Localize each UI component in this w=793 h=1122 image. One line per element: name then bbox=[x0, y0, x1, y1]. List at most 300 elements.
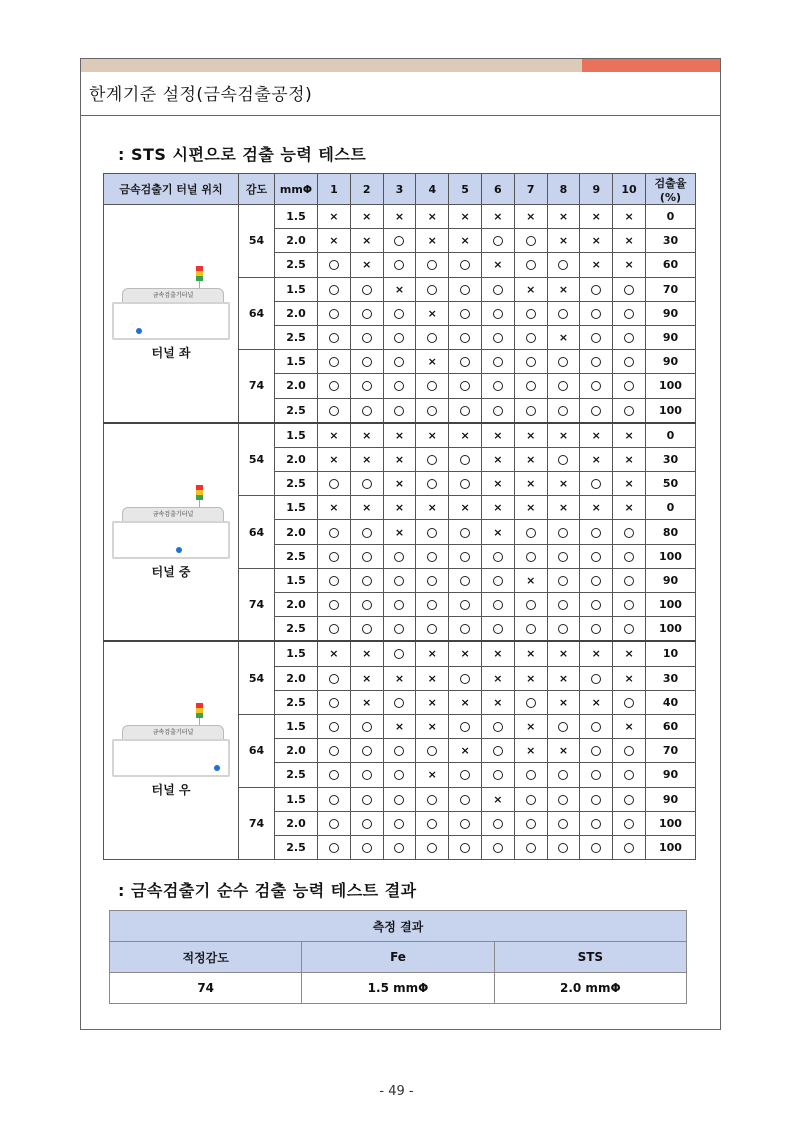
detected-circle-icon bbox=[427, 285, 437, 295]
size-cell: 1.5 bbox=[275, 350, 318, 374]
not-detected-x-icon: × bbox=[427, 695, 437, 709]
not-detected-x-icon: × bbox=[493, 501, 503, 515]
metal-detector-illustration bbox=[110, 703, 232, 777]
trial-result-cell bbox=[547, 520, 580, 544]
detected-circle-icon bbox=[427, 381, 437, 391]
trial-result-cell bbox=[580, 690, 613, 714]
not-detected-x-icon: × bbox=[460, 501, 470, 515]
not-detected-x-icon: × bbox=[493, 452, 503, 466]
size-cell: 2.0 bbox=[275, 229, 318, 253]
detected-circle-icon bbox=[460, 479, 470, 489]
trial-result-cell bbox=[318, 398, 351, 423]
trial-result-cell bbox=[318, 714, 351, 738]
trial-result-cell bbox=[580, 787, 613, 811]
detected-circle-icon bbox=[362, 381, 372, 391]
trial-result-cell bbox=[580, 253, 613, 277]
not-detected-x-icon: × bbox=[394, 210, 405, 224]
trial-result-cell bbox=[514, 641, 547, 666]
detected-circle-icon bbox=[329, 333, 339, 343]
detected-circle-icon bbox=[558, 576, 568, 586]
trial-result-cell bbox=[481, 253, 514, 277]
size-cell: 2.0 bbox=[275, 593, 318, 617]
size-cell: 1.5 bbox=[275, 787, 318, 811]
trial-result-cell bbox=[318, 593, 351, 617]
not-detected-x-icon: × bbox=[493, 525, 503, 539]
sensitivity-cell: 54 bbox=[239, 423, 275, 496]
detected-circle-icon bbox=[329, 795, 339, 805]
not-detected-x-icon: × bbox=[526, 210, 536, 224]
detected-circle-icon bbox=[329, 528, 339, 538]
detected-circle-icon bbox=[460, 552, 470, 562]
size-cell: 1.5 bbox=[275, 568, 318, 592]
detected-circle-icon bbox=[526, 819, 536, 829]
trial-result-cell bbox=[350, 544, 383, 568]
size-cell: 2.0 bbox=[275, 666, 318, 690]
trial-result-cell bbox=[481, 374, 514, 398]
test-piece-dot-icon bbox=[136, 328, 142, 334]
trial-result-cell bbox=[449, 763, 482, 787]
detected-circle-icon bbox=[460, 770, 470, 780]
detected-circle-icon bbox=[558, 722, 568, 732]
not-detected-x-icon: × bbox=[329, 234, 339, 248]
not-detected-x-icon: × bbox=[526, 452, 536, 466]
trial-result-cell bbox=[318, 835, 351, 859]
not-detected-x-icon: × bbox=[493, 210, 503, 224]
trial-result-cell bbox=[350, 374, 383, 398]
trial-result-cell bbox=[383, 350, 416, 374]
trial-result-cell bbox=[613, 544, 646, 568]
trial-result-cell bbox=[613, 229, 646, 253]
size-cell: 2.5 bbox=[275, 544, 318, 568]
trial-result-cell bbox=[481, 739, 514, 763]
trial-result-cell bbox=[547, 277, 580, 301]
trial-result-cell bbox=[481, 301, 514, 325]
trial-result-cell bbox=[350, 811, 383, 835]
detected-circle-icon bbox=[558, 357, 568, 367]
size-cell: 2.0 bbox=[275, 374, 318, 398]
trial-result-cell bbox=[613, 350, 646, 374]
detected-circle-icon bbox=[362, 357, 372, 367]
detected-circle-icon bbox=[394, 795, 404, 805]
detection-rate-cell: 90 bbox=[645, 325, 695, 349]
detection-rate-cell: 100 bbox=[645, 811, 695, 835]
detected-circle-icon bbox=[427, 624, 437, 634]
detected-circle-icon bbox=[624, 309, 634, 319]
trial-result-cell bbox=[416, 568, 449, 592]
detection-rate-cell: 40 bbox=[645, 690, 695, 714]
trial-result-cell bbox=[449, 568, 482, 592]
detected-circle-icon bbox=[329, 381, 339, 391]
not-detected-x-icon: × bbox=[329, 501, 339, 515]
trial-result-cell bbox=[547, 423, 580, 448]
detected-circle-icon bbox=[493, 333, 503, 343]
not-detected-x-icon: × bbox=[329, 428, 339, 442]
detected-circle-icon bbox=[558, 260, 568, 270]
trial-result-cell bbox=[449, 787, 482, 811]
trial-result-cell bbox=[318, 568, 351, 592]
not-detected-x-icon: × bbox=[558, 234, 569, 248]
trial-result-cell bbox=[613, 496, 646, 520]
trial-result-cell bbox=[416, 277, 449, 301]
detected-circle-icon bbox=[624, 746, 634, 756]
detected-circle-icon bbox=[493, 381, 503, 391]
trial-result-cell bbox=[383, 447, 416, 471]
detected-circle-icon bbox=[591, 406, 601, 416]
trial-result-cell bbox=[449, 835, 482, 859]
not-detected-x-icon: × bbox=[558, 647, 569, 661]
trial-result-cell bbox=[416, 787, 449, 811]
detected-circle-icon bbox=[460, 309, 470, 319]
page-number: - 49 - bbox=[379, 1084, 414, 1099]
trial-result-cell bbox=[613, 374, 646, 398]
trial-result-cell bbox=[547, 641, 580, 666]
trial-result-cell bbox=[318, 617, 351, 642]
trial-result-cell bbox=[318, 350, 351, 374]
detection-rate-cell: 100 bbox=[645, 617, 695, 642]
trial-result-cell bbox=[481, 398, 514, 423]
trial-result-cell bbox=[350, 835, 383, 859]
not-detected-x-icon: × bbox=[427, 501, 437, 515]
trial-result-cell bbox=[383, 544, 416, 568]
detection-rate-cell: 90 bbox=[645, 787, 695, 811]
size-cell: 2.0 bbox=[275, 301, 318, 325]
detected-circle-icon bbox=[526, 698, 536, 708]
trial-result-cell bbox=[449, 520, 482, 544]
detected-circle-icon bbox=[493, 843, 503, 853]
trial-result-cell bbox=[383, 398, 416, 423]
detected-circle-icon bbox=[460, 722, 470, 732]
detected-circle-icon bbox=[624, 381, 634, 391]
trial-result-cell bbox=[449, 253, 482, 277]
detected-circle-icon bbox=[427, 576, 437, 586]
signal-lamp-icon bbox=[196, 703, 203, 718]
trial-result-cell bbox=[383, 593, 416, 617]
result-table-title-row bbox=[110, 911, 687, 942]
trial-result-cell bbox=[383, 568, 416, 592]
detected-circle-icon bbox=[427, 406, 437, 416]
not-detected-x-icon: × bbox=[394, 501, 405, 515]
detected-circle-icon bbox=[394, 600, 404, 610]
col-header-trial-9: 9 bbox=[580, 174, 613, 205]
trial-result-cell bbox=[318, 520, 351, 544]
trial-result-cell bbox=[449, 447, 482, 471]
not-detected-x-icon: × bbox=[394, 671, 405, 685]
not-detected-x-icon: × bbox=[591, 428, 601, 442]
trial-result-cell bbox=[547, 666, 580, 690]
detected-circle-icon bbox=[460, 843, 470, 853]
trial-result-cell bbox=[383, 666, 416, 690]
trial-result-cell bbox=[383, 472, 416, 496]
trial-result-cell bbox=[350, 666, 383, 690]
trial-result-cell bbox=[613, 714, 646, 738]
trial-result-cell bbox=[350, 423, 383, 448]
trial-result-cell bbox=[416, 739, 449, 763]
trial-result-cell bbox=[547, 690, 580, 714]
trial-result-cell bbox=[350, 763, 383, 787]
sensitivity-cell: 74 bbox=[239, 787, 275, 860]
trial-result-cell bbox=[613, 811, 646, 835]
trial-result-cell bbox=[580, 714, 613, 738]
trial-result-cell bbox=[481, 787, 514, 811]
trial-result-cell bbox=[481, 325, 514, 349]
trial-result-cell bbox=[481, 350, 514, 374]
trial-result-cell bbox=[350, 350, 383, 374]
not-detected-x-icon: × bbox=[624, 501, 634, 515]
trial-result-cell bbox=[416, 763, 449, 787]
not-detected-x-icon: × bbox=[526, 282, 536, 296]
trial-result-cell bbox=[449, 496, 482, 520]
trial-result-cell bbox=[514, 787, 547, 811]
trial-result-cell bbox=[547, 617, 580, 642]
trial-result-cell bbox=[416, 496, 449, 520]
detected-circle-icon bbox=[394, 357, 404, 367]
trial-result-cell bbox=[481, 714, 514, 738]
not-detected-x-icon: × bbox=[427, 671, 437, 685]
detected-circle-icon bbox=[394, 406, 404, 416]
detected-circle-icon bbox=[427, 333, 437, 343]
not-detected-x-icon: × bbox=[558, 210, 569, 224]
trial-result-cell bbox=[383, 301, 416, 325]
not-detected-x-icon: × bbox=[394, 525, 405, 539]
detected-circle-icon bbox=[362, 795, 372, 805]
detector-tunnel-box bbox=[112, 521, 230, 559]
not-detected-x-icon: × bbox=[460, 428, 470, 442]
detected-circle-icon bbox=[624, 406, 634, 416]
detected-circle-icon bbox=[427, 600, 437, 610]
not-detected-x-icon: × bbox=[624, 234, 634, 248]
detection-rate-cell: 50 bbox=[645, 472, 695, 496]
trial-result-cell bbox=[416, 811, 449, 835]
trial-result-cell bbox=[514, 544, 547, 568]
not-detected-x-icon: × bbox=[493, 695, 503, 709]
trial-result-cell bbox=[514, 472, 547, 496]
detection-rate-cell: 70 bbox=[645, 739, 695, 763]
trial-result-cell bbox=[416, 423, 449, 448]
sensitivity-cell: 54 bbox=[239, 205, 275, 278]
trial-result-cell bbox=[481, 641, 514, 666]
trial-result-cell bbox=[547, 398, 580, 423]
trial-result-cell bbox=[318, 253, 351, 277]
tunnel-cell bbox=[104, 641, 239, 859]
trial-result-cell bbox=[514, 690, 547, 714]
detected-circle-icon bbox=[591, 624, 601, 634]
trial-result-cell bbox=[416, 447, 449, 471]
not-detected-x-icon: × bbox=[362, 695, 372, 709]
detected-circle-icon bbox=[427, 552, 437, 562]
detection-rate-cell: 0 bbox=[645, 496, 695, 520]
trial-result-cell bbox=[547, 811, 580, 835]
trial-result-cell bbox=[416, 229, 449, 253]
not-detected-x-icon: × bbox=[427, 306, 437, 320]
detected-circle-icon bbox=[493, 576, 503, 586]
size-cell: 2.5 bbox=[275, 472, 318, 496]
detected-circle-icon bbox=[591, 552, 601, 562]
detected-circle-icon bbox=[493, 552, 503, 562]
trial-result-cell bbox=[416, 593, 449, 617]
signal-lamp-icon bbox=[196, 266, 203, 281]
detected-circle-icon bbox=[329, 309, 339, 319]
trial-result-cell bbox=[613, 666, 646, 690]
lamp-pole bbox=[199, 281, 200, 288]
detected-circle-icon bbox=[362, 576, 372, 586]
sensitivity-cell: 74 bbox=[239, 350, 275, 423]
detection-rate-cell: 60 bbox=[645, 714, 695, 738]
result-header: 측정 결과 bbox=[110, 911, 687, 942]
detected-circle-icon bbox=[624, 285, 634, 295]
result-table-column-row bbox=[110, 942, 687, 973]
detected-circle-icon bbox=[591, 528, 601, 538]
detected-circle-icon bbox=[362, 406, 372, 416]
not-detected-x-icon: × bbox=[362, 234, 372, 248]
size-cell: 1.5 bbox=[275, 423, 318, 448]
detected-circle-icon bbox=[362, 770, 372, 780]
trial-result-cell bbox=[416, 617, 449, 642]
trial-result-cell bbox=[416, 714, 449, 738]
detection-rate-cell: 60 bbox=[645, 253, 695, 277]
detected-circle-icon bbox=[624, 770, 634, 780]
not-detected-x-icon: × bbox=[624, 210, 634, 224]
size-cell: 2.5 bbox=[275, 835, 318, 859]
trial-result-cell bbox=[514, 398, 547, 423]
detected-circle-icon bbox=[526, 333, 536, 343]
not-detected-x-icon: × bbox=[558, 282, 569, 296]
trial-result-cell bbox=[383, 374, 416, 398]
trial-result-cell bbox=[318, 374, 351, 398]
trial-result-cell bbox=[383, 253, 416, 277]
title-row bbox=[81, 72, 720, 116]
not-detected-x-icon: × bbox=[591, 452, 601, 466]
detected-circle-icon bbox=[460, 624, 470, 634]
col-header-trial-2: 2 bbox=[350, 174, 383, 205]
detected-circle-icon bbox=[329, 698, 339, 708]
trial-result-cell bbox=[350, 690, 383, 714]
trial-result-cell bbox=[383, 496, 416, 520]
detected-circle-icon bbox=[526, 624, 536, 634]
detected-circle-icon bbox=[427, 746, 437, 756]
detected-circle-icon bbox=[427, 528, 437, 538]
trial-result-cell bbox=[416, 325, 449, 349]
trial-result-cell bbox=[318, 690, 351, 714]
size-cell: 1.5 bbox=[275, 277, 318, 301]
trial-result-cell bbox=[547, 568, 580, 592]
detector-head-label: 금속검출기터널 bbox=[122, 507, 224, 523]
not-detected-x-icon: × bbox=[591, 695, 601, 709]
not-detected-x-icon: × bbox=[624, 428, 634, 442]
trial-result-cell bbox=[416, 641, 449, 666]
size-cell: 2.0 bbox=[275, 811, 318, 835]
trial-result-cell bbox=[449, 301, 482, 325]
result-col-sensitivity: 적정감도 bbox=[110, 942, 302, 973]
col-header-trial-10: 10 bbox=[613, 174, 646, 205]
detection-rate-cell: 10 bbox=[645, 641, 695, 666]
trial-result-cell bbox=[449, 690, 482, 714]
trial-result-cell bbox=[481, 229, 514, 253]
trial-result-cell bbox=[481, 593, 514, 617]
trial-result-cell bbox=[416, 398, 449, 423]
detection-rate-cell: 100 bbox=[645, 398, 695, 423]
result-col-fe: Fe bbox=[302, 942, 494, 973]
trial-result-cell bbox=[613, 763, 646, 787]
trial-result-cell bbox=[514, 301, 547, 325]
trial-result-cell bbox=[350, 617, 383, 642]
not-detected-x-icon: × bbox=[460, 234, 470, 248]
detection-rate-cell: 70 bbox=[645, 277, 695, 301]
not-detected-x-icon: × bbox=[329, 452, 339, 466]
detected-circle-icon bbox=[329, 552, 339, 562]
trial-result-cell bbox=[449, 398, 482, 423]
size-cell: 1.5 bbox=[275, 641, 318, 666]
trial-result-cell bbox=[580, 374, 613, 398]
detected-circle-icon bbox=[558, 770, 568, 780]
detected-circle-icon bbox=[329, 479, 339, 489]
detection-table bbox=[103, 173, 696, 860]
trial-result-cell bbox=[318, 666, 351, 690]
not-detected-x-icon: × bbox=[362, 428, 372, 442]
col-header-trial-8: 8 bbox=[547, 174, 580, 205]
trial-result-cell bbox=[383, 617, 416, 642]
detected-circle-icon bbox=[526, 406, 536, 416]
detected-circle-icon bbox=[427, 260, 437, 270]
detection-rate-cell: 100 bbox=[645, 835, 695, 859]
trial-result-cell bbox=[580, 350, 613, 374]
trial-result-cell bbox=[449, 641, 482, 666]
detected-circle-icon bbox=[526, 236, 536, 246]
detected-circle-icon bbox=[591, 819, 601, 829]
not-detected-x-icon: × bbox=[493, 671, 503, 685]
trial-result-cell bbox=[514, 520, 547, 544]
not-detected-x-icon: × bbox=[362, 258, 372, 272]
trial-result-cell bbox=[613, 472, 646, 496]
trial-result-cell bbox=[613, 641, 646, 666]
detected-circle-icon bbox=[362, 552, 372, 562]
trial-result-cell bbox=[580, 325, 613, 349]
col-header-trial-1: 1 bbox=[318, 174, 351, 205]
trial-result-cell bbox=[547, 739, 580, 763]
detected-circle-icon bbox=[362, 722, 372, 732]
trial-result-cell bbox=[350, 568, 383, 592]
trial-result-cell bbox=[481, 568, 514, 592]
trial-result-cell bbox=[613, 325, 646, 349]
trial-result-cell bbox=[481, 520, 514, 544]
detected-circle-icon bbox=[591, 479, 601, 489]
section-heading-pure-test-result: : 금속검출기 순수 검출 능력 테스트 결과 bbox=[118, 881, 417, 900]
detected-circle-icon bbox=[558, 819, 568, 829]
detected-circle-icon bbox=[591, 770, 601, 780]
trial-result-cell bbox=[580, 617, 613, 642]
trial-result-cell bbox=[547, 472, 580, 496]
trial-result-cell bbox=[350, 472, 383, 496]
result-value-fe: 1.5 mmΦ bbox=[302, 973, 494, 1004]
col-header-trial-7: 7 bbox=[514, 174, 547, 205]
not-detected-x-icon: × bbox=[362, 647, 372, 661]
trial-result-cell bbox=[514, 617, 547, 642]
trial-result-cell bbox=[350, 325, 383, 349]
detected-circle-icon bbox=[362, 528, 372, 538]
trial-result-cell bbox=[613, 787, 646, 811]
trial-result-cell bbox=[580, 641, 613, 666]
not-detected-x-icon: × bbox=[362, 671, 372, 685]
trial-result-cell bbox=[318, 763, 351, 787]
col-header-trial-6: 6 bbox=[481, 174, 514, 205]
trial-result-cell bbox=[449, 593, 482, 617]
trial-result-cell bbox=[613, 447, 646, 471]
trial-result-cell bbox=[613, 690, 646, 714]
trial-result-cell bbox=[613, 593, 646, 617]
tunnel-cell bbox=[104, 205, 239, 423]
trial-result-cell bbox=[514, 739, 547, 763]
top-bar-orange bbox=[582, 59, 720, 72]
trial-result-cell bbox=[416, 374, 449, 398]
